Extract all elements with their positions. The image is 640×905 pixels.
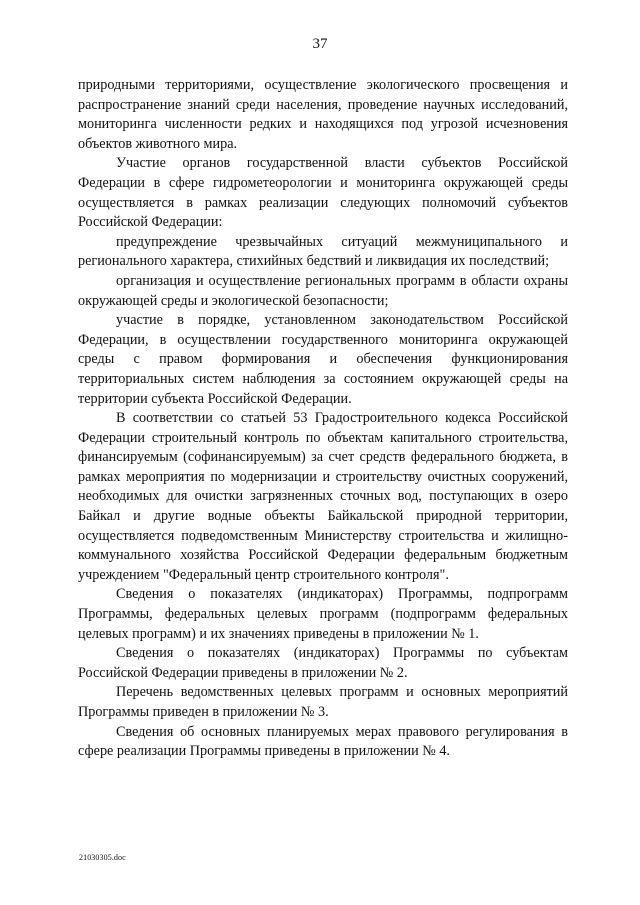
paragraph: природными территориями, осуществление экологического просвещения и распространение знаний среди населения, проведение научных исследований, мониторинга численности редких и находящихся под угрозой исчезновения объектов животного мира. xyxy=(78,77,568,152)
paragraph: В соответствии со статьей 53 Градостроительного кодекса Российской Федерации строительный контроль по объектам капитального строительства, финансируемым (софинансируемым) за счет средств федерального бюджета, в рамках мероприятия по модернизации и строительству очистных сооружений, необходимых для очистки загрязненных сточных вод, поступающих в озеро Байкал и другие водные объекты Байкальской природной территории, осуществляется подведомственным Министерству строительства и жилищно-коммунального хозяйства Российской Федерации федеральным бюджетным учреждением "Федеральный центр строительного контроля". xyxy=(78,410,568,583)
paragraph: участие в порядке, установленном законодательством Российской Федерации, в осуществлении государственного мониторинга окружающей среды с правом формирования и обеспечения функционирования территориальных систем наблюдения за состоянием окружающей среды на территории субъекта Российской Федерации. xyxy=(78,312,568,407)
paragraph: Участие органов государственной власти субъектов Российской Федерации в сфере гидрометеорологии и мониторинга окружающей среды осуществляется в рамках реализации следующих полномочий субъектов Российской Федерации: xyxy=(78,155,568,231)
paragraph: Сведения о показателях (индикаторах) Программы, подпрограмм Программы, федеральных целевых программ (подпрограмм федеральных целевых программ) и их значениях приведены в приложении № 1. xyxy=(78,586,568,642)
paragraph: организация и осуществление региональных программ в области охраны окружающей среды и экологической безопасности; xyxy=(78,272,568,309)
page-number: 37 xyxy=(312,36,328,52)
paragraph: Перечень ведомственных целевых программ и основных мероприятий Программы приведен в приложении № 3. xyxy=(78,684,568,720)
document-body xyxy=(78,76,568,762)
paragraph: Сведения об основных планируемых мерах правового регулирования в сфере реализации Программы приведены в приложении № 4. xyxy=(78,723,568,760)
footer-filename: 21030305.doc xyxy=(79,853,126,862)
paragraph: Сведения о показателях (индикаторах) Программы по субъектам Российской Федерации приведены в приложении № 2. xyxy=(78,645,568,681)
paragraph: предупреждение чрезвычайных ситуаций межмуниципального и регионального характера, стихийных бедствий и ликвидация их последствий; xyxy=(78,233,568,270)
